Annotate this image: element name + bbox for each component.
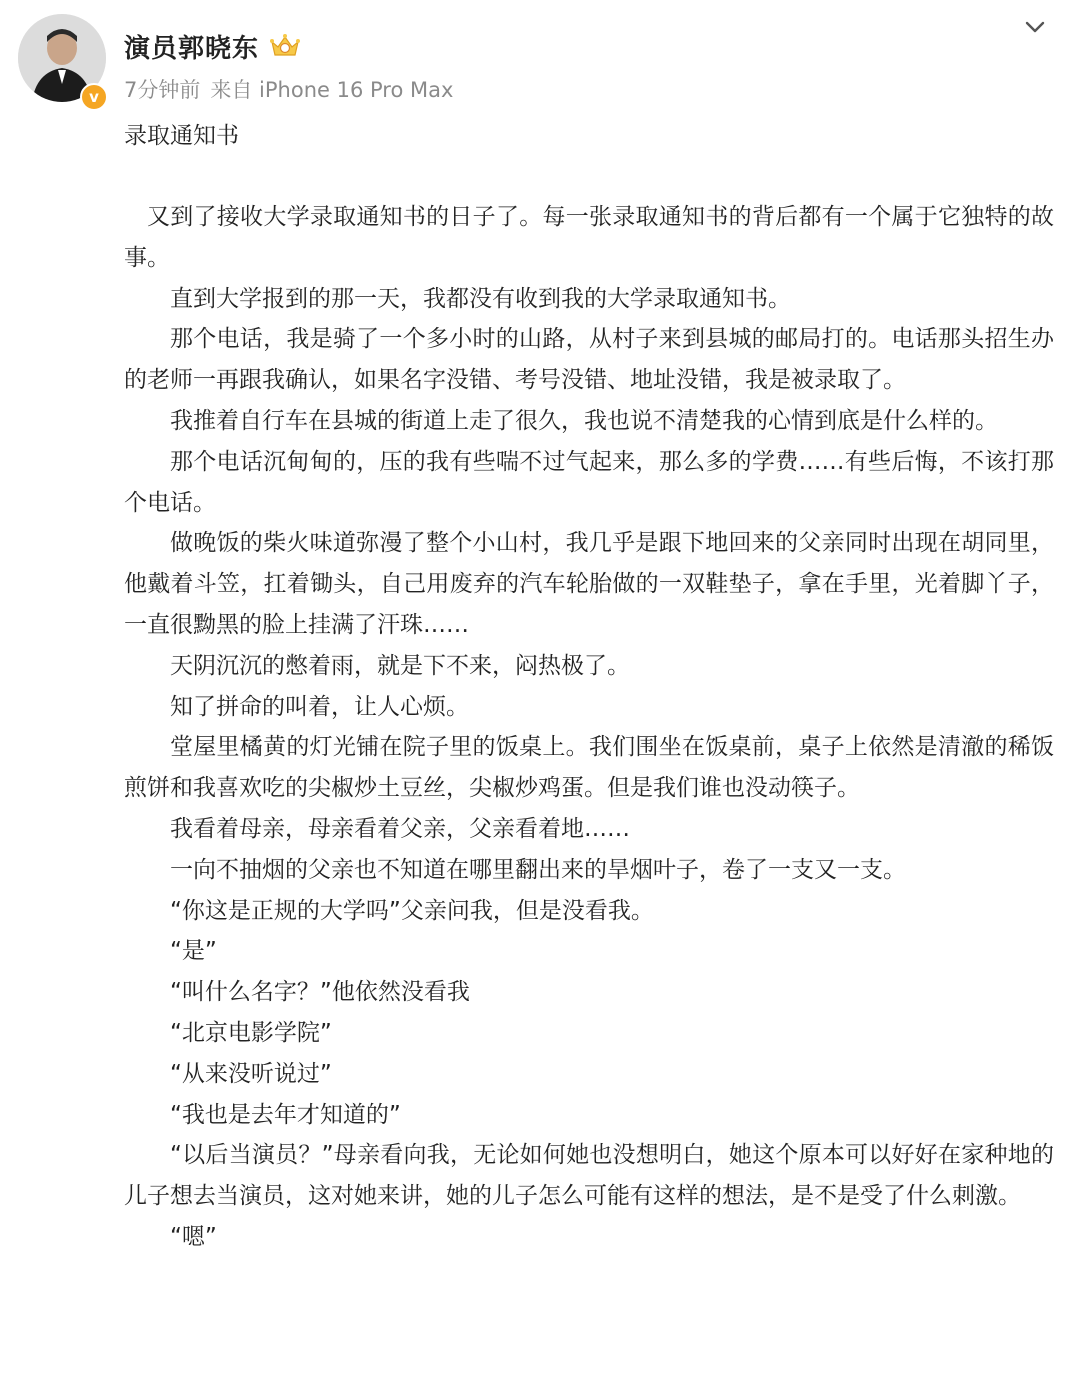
paragraph: 做晚饭的柴火味道弥漫了整个小山村，我几乎是跟下地回来的父亲同时出现在胡同里，他戴着斗笠，扛着锄头，自己用废弃的汽车轮胎做的一双鞋垫子，拿在手里，光着脚丫子，一直很黝黑的脸上挂满了汗珠…… <box>124 530 1054 638</box>
paragraph: 知了拼命的叫着，让人心烦。 <box>170 693 469 720</box>
member-crown-badge-icon[interactable] <box>269 33 301 59</box>
username[interactable]: 演员郭晓东 <box>124 33 260 64</box>
post-time: 7分钟前 <box>124 78 201 102</box>
paragraph: “是” <box>170 938 217 965</box>
paragraph: “叫什么名字？”他依然没看我 <box>170 979 470 1006</box>
paragraph: “从来没听说过” <box>170 1060 332 1087</box>
paragraph: “嗯” <box>170 1223 217 1250</box>
paragraph: “以后当演员？”母亲看向我，无论如何她也没想明白，她这个原本可以好好在家种地的儿子想去当演员，这对她来讲，她的儿子怎么可能有这样的想法，是不是受了什么刺激。 <box>124 1142 1054 1210</box>
post-header <box>0 0 1080 120</box>
post-content <box>124 116 1054 1258</box>
paragraph: 我看着母亲，母亲看着父亲，父亲看着地…… <box>170 815 630 842</box>
post-meta <box>124 74 463 104</box>
paragraph: 那个电话沉甸甸的，压的我有些喘不过气起来，那么多的学费……有些后悔，不该打那个电话。 <box>124 448 1054 516</box>
paragraph: 堂屋里橘黄的灯光铺在院子里的饭桌上。我们围坐在饭桌前，桌子上依然是清澈的稀饭煎饼和我喜欢吃的尖椒炒土豆丝，尖椒炒鸡蛋。但是我们谁也没动筷子。 <box>124 734 1054 802</box>
paragraph: 又到了接收大学录取通知书的日子了。每一张录取通知书的背后都有一个属于它独特的故事。 <box>124 204 1054 271</box>
chevron-down-icon[interactable] <box>1018 14 1052 40</box>
paragraph: “你这是正规的大学吗”父亲问我，但是没看我。 <box>170 897 654 924</box>
verified-badge-icon: v <box>80 83 108 111</box>
paragraph: 那个电话，我是骑了一个多小时的山路，从村子来到县城的邮局打的。电话那头招生办的老师一再跟我确认，如果名字没错、考号没错、地址没错，我是被录取了。 <box>124 326 1054 394</box>
paragraph: 直到大学报到的那一天，我都没有收到我的大学录取通知书。 <box>170 285 791 312</box>
paragraph: 天阴沉沉的憋着雨，就是下不来，闷热极了。 <box>170 652 630 679</box>
paragraph: “北京电影学院” <box>170 1019 332 1046</box>
paragraph: 一向不抽烟的父亲也不知道在哪里翻出来的旱烟叶子，卷了一支又一支。 <box>170 856 906 883</box>
post-source: 来自 iPhone 16 Pro Max <box>210 78 454 102</box>
paragraph: “我也是去年才知道的” <box>170 1101 401 1128</box>
username-row <box>124 28 301 64</box>
post-title: 录取通知书 <box>124 123 239 149</box>
paragraph: 我推着自行车在县城的街道上走了很久，我也说不清楚我的心情到底是什么样的。 <box>170 407 998 434</box>
